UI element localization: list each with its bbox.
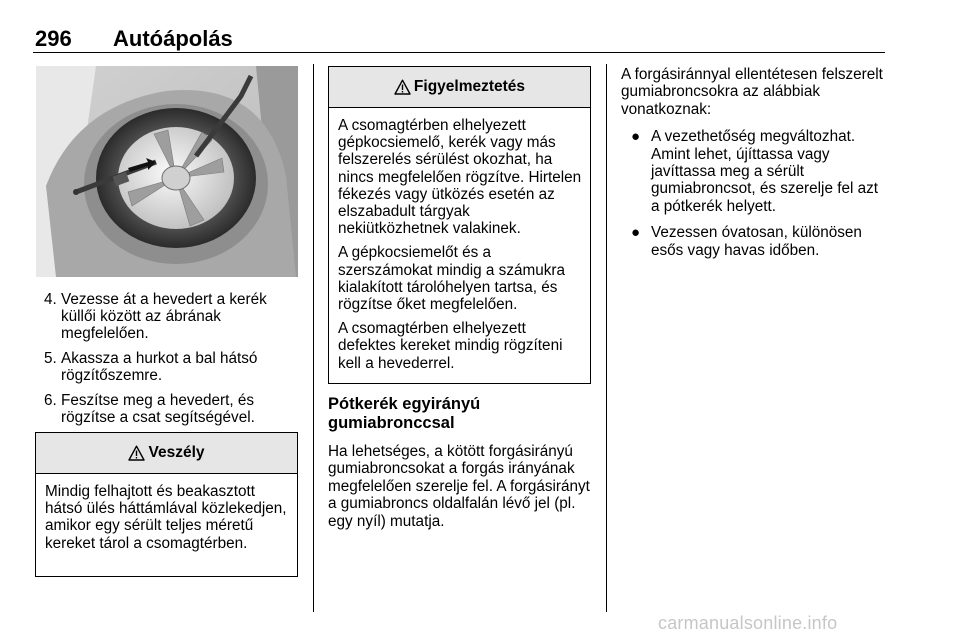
page-header bbox=[33, 22, 885, 53]
spare-wheel-strap-illustration bbox=[36, 66, 298, 277]
bullet-text: A vezethetőség megváltozhat. Amint lehet, újíttassa vagy javíttassa meg a sérült gumiabroncsot, és szerelje fel azt a pótkerék helyett. bbox=[651, 128, 879, 215]
danger-box bbox=[35, 432, 298, 577]
bullet-icon: ● bbox=[631, 224, 641, 242]
step-number: 6. bbox=[44, 392, 57, 409]
list-item bbox=[621, 224, 889, 259]
warning-triangle-icon bbox=[394, 79, 411, 95]
step-text: Akassza a hurkot a bal hátsó rögzítőszemre. bbox=[61, 350, 258, 384]
step-number: 4. bbox=[44, 291, 57, 308]
column-divider bbox=[313, 64, 314, 612]
step-number: 5. bbox=[44, 350, 57, 367]
warning-triangle-icon bbox=[128, 445, 145, 461]
spare-wheel-figure bbox=[36, 66, 298, 277]
section-text: Ha lehetséges, a kötött forgásirányú gumiabroncsokat a forgás irányának megfelelően szerelje fel. A forgásirányt a gumiabroncs oldalfalán lévő jel (pl. egy nyíl) mutatja. bbox=[328, 443, 590, 530]
danger-box-header bbox=[36, 433, 297, 474]
warning-box bbox=[328, 66, 591, 384]
warning-title: Figyelmeztetés bbox=[413, 78, 526, 95]
column-divider bbox=[606, 64, 607, 612]
intro-text: A forgásiránnyal ellentétesen felszerelt gumiabroncsokra az alábbiak vonatkoznak: bbox=[621, 66, 883, 118]
section-heading: Pótkerék egyirányú gumiabronccsal bbox=[328, 395, 481, 432]
warning-paragraph: A gépkocsiemelőt és a szerszámokat mindig a számukra kialakított tárolóhelyen tartsa, és rögzítse őket megfelelően. bbox=[338, 244, 565, 314]
list-item bbox=[44, 350, 302, 384]
instruction-steps bbox=[44, 291, 302, 434]
warning-paragraph: A csomagtérben elhelyezett gépkocsiemelő, kerék vagy más felszerelés sérülést okozhat, ha nincs megfelelően rögzítve. Hirtelen fékezés vagy ütközés esetén az elszabadult tárgyak nekiütközhetnek valakinek. bbox=[338, 117, 582, 238]
bullet-icon: ● bbox=[631, 128, 641, 146]
list-item bbox=[44, 291, 302, 342]
step-text: Feszítse meg a hevedert, és rögzítse a csat segítségével. bbox=[61, 392, 255, 426]
watermark: carmanualsonline.info bbox=[658, 613, 838, 633]
list-item bbox=[44, 392, 302, 426]
danger-text: Mindig felhajtott és beakasztott hátsó ülés háttámlával közlekedjen, amikor egy sérült teljes méretű kereket tárol a csomagtérben. bbox=[45, 483, 287, 552]
page-number: 296 bbox=[35, 26, 72, 51]
warning-box-header bbox=[329, 67, 590, 108]
bullet-text: Vezessen óvatosan, különösen esős vagy havas időben. bbox=[651, 224, 862, 259]
danger-title: Veszély bbox=[148, 444, 205, 461]
list-item bbox=[621, 128, 889, 215]
step-text: Vezesse át a hevedert a kerék küllői között az ábrának megfelelően. bbox=[61, 291, 267, 342]
warning-paragraph: A csomagtérben elhelyezett defektes kereket mindig rögzíteni kell a hevederrel. bbox=[338, 320, 563, 372]
chapter-title: Autóápolás bbox=[113, 26, 233, 51]
right-column bbox=[621, 66, 889, 268]
